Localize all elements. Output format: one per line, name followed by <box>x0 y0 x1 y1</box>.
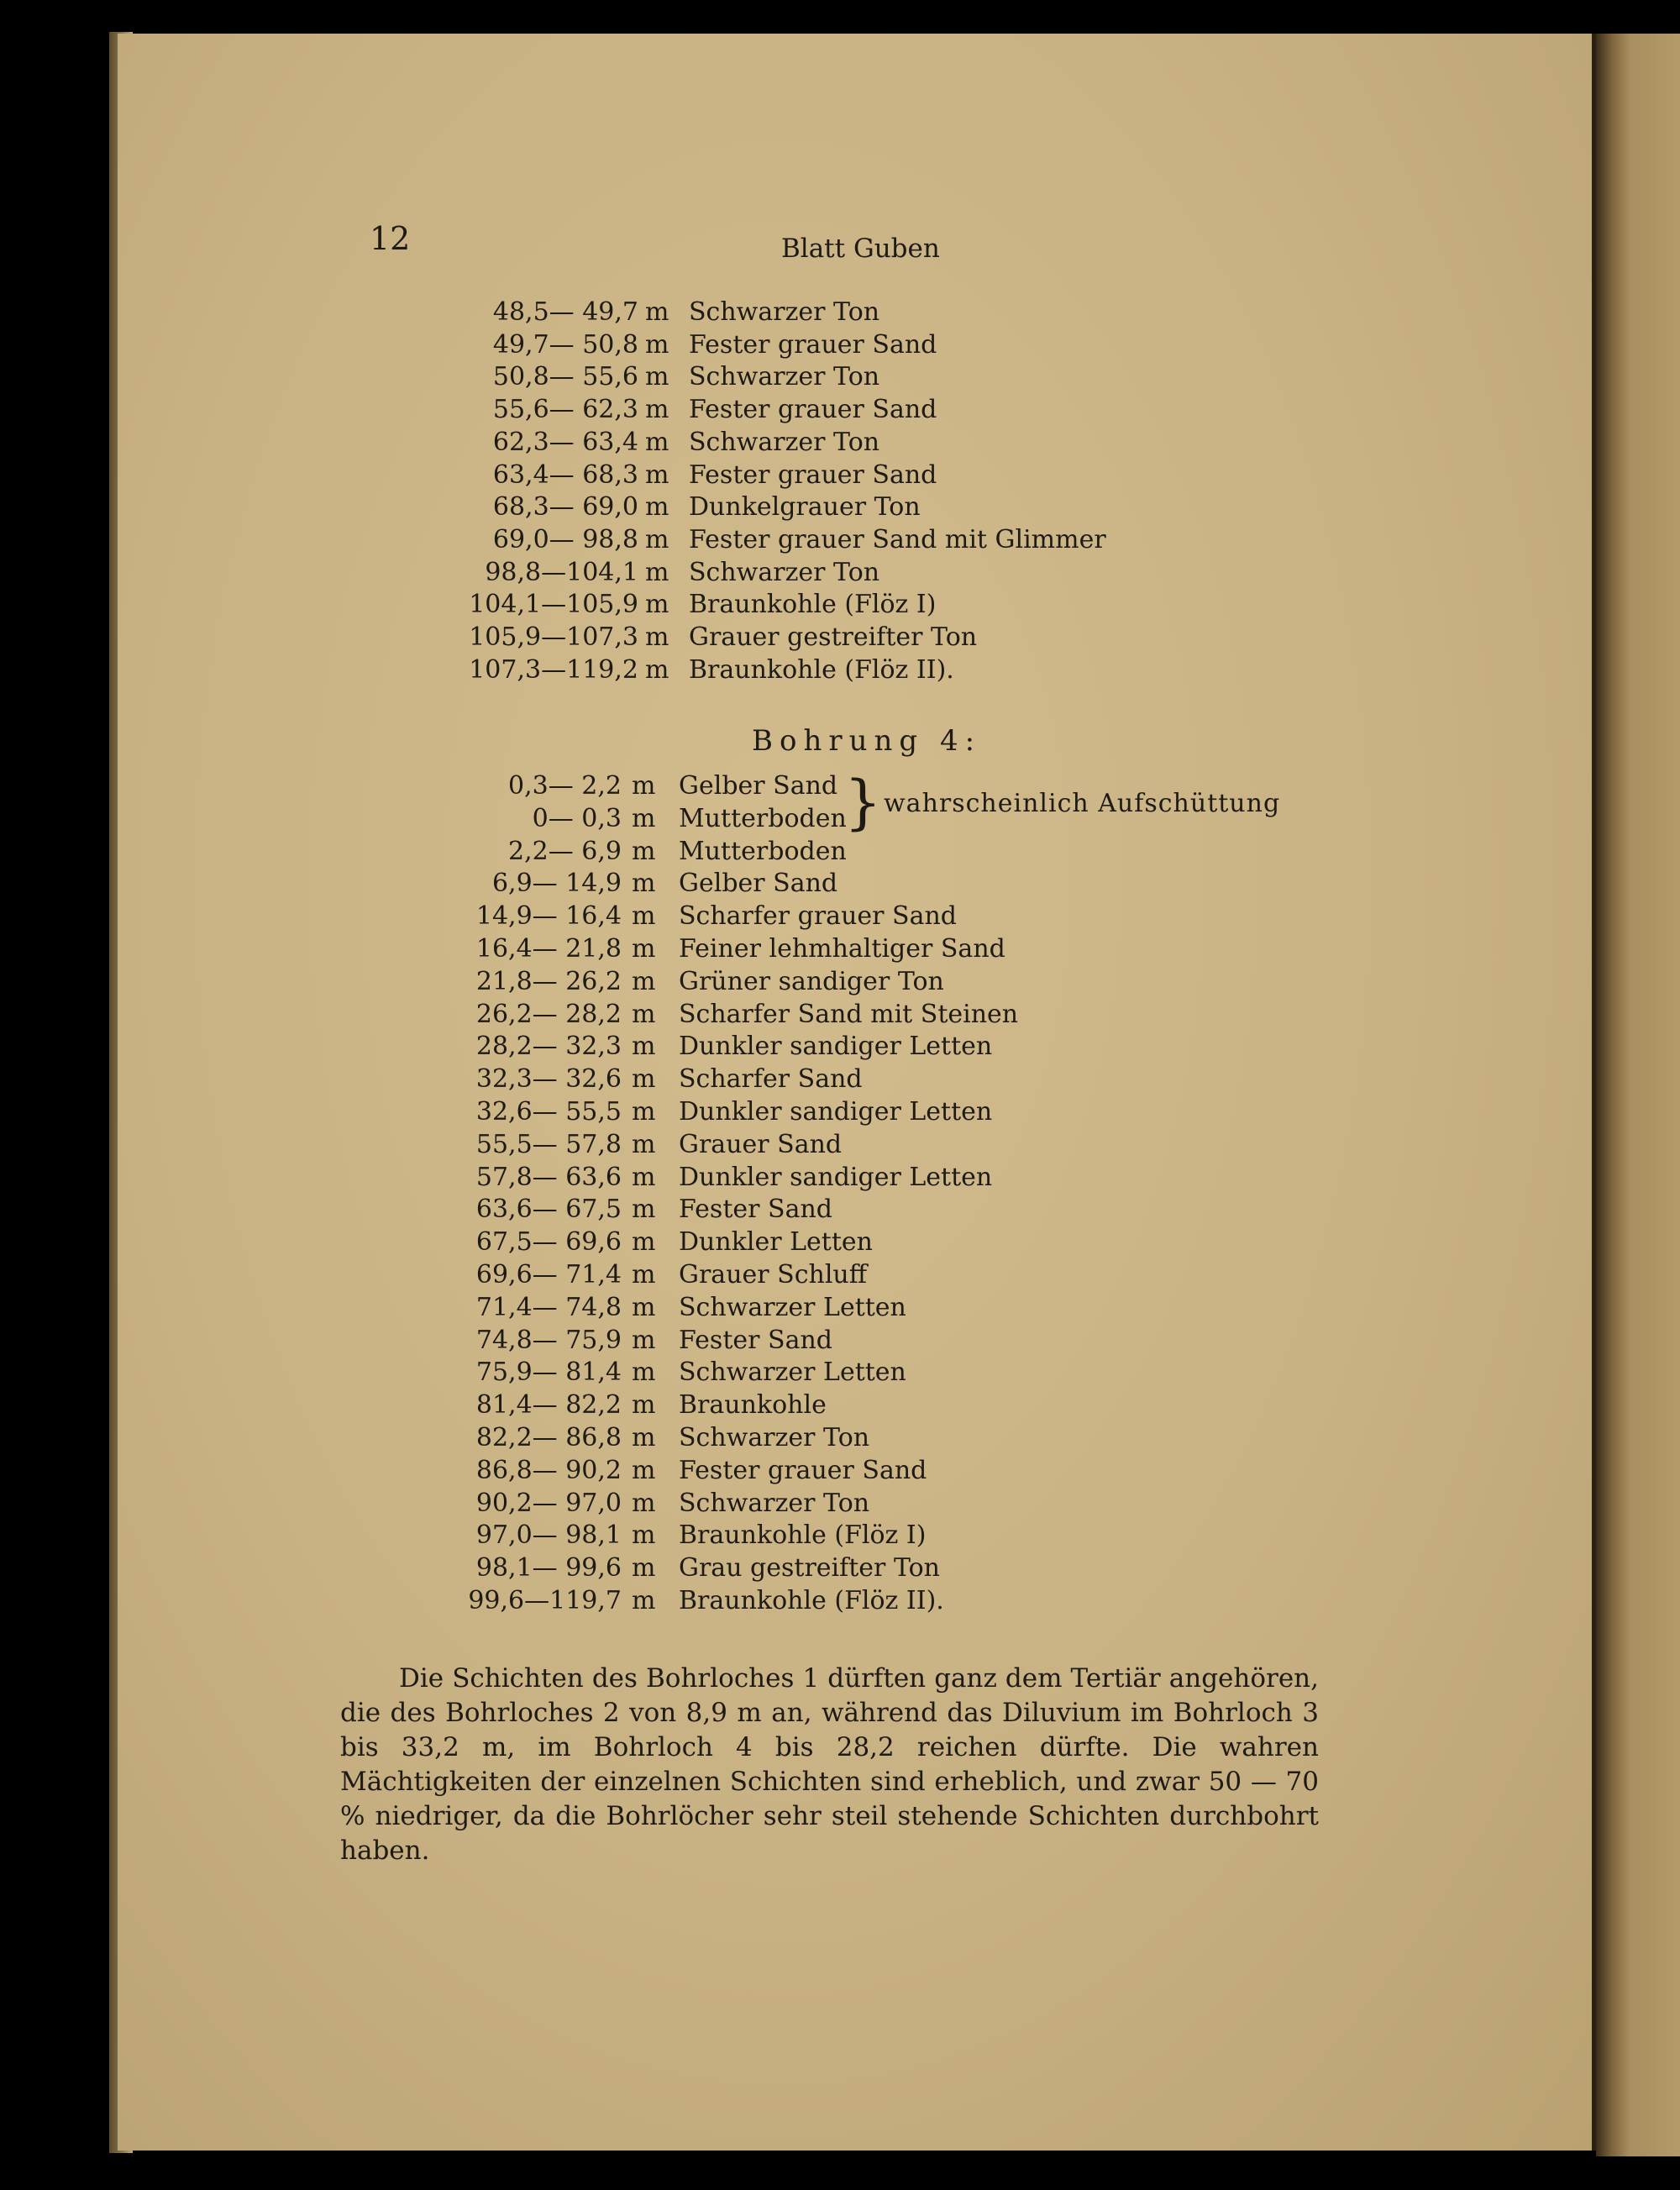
layer-description: Schwarzer Ton <box>689 362 880 392</box>
depth-range: 71,4— 74,8 <box>475 1292 622 1322</box>
layer-description: Schwarzer Ton <box>689 427 880 457</box>
depth-unit: m <box>645 557 669 587</box>
depth-unit: m <box>645 524 669 554</box>
table-row <box>0 1389 1428 1422</box>
depth-unit: m <box>645 590 669 620</box>
depth-range: 81,4— 82,2 <box>475 1390 622 1421</box>
body-paragraph <box>340 1662 1319 1868</box>
table-row <box>0 835 1428 869</box>
depth-unit: m <box>632 1064 656 1095</box>
depth-unit: m <box>645 297 669 327</box>
depth-unit: m <box>632 803 656 833</box>
table-row <box>0 900 1428 933</box>
depth-unit: m <box>632 1195 656 1225</box>
depth-range: 98,1— 99,6 <box>475 1553 622 1583</box>
depth-unit: m <box>632 1227 656 1258</box>
table-row <box>0 1063 1428 1096</box>
facing-page-edge <box>1596 34 1680 2156</box>
depth-unit: m <box>632 966 656 996</box>
layer-description: Dunkelgrauer Ton <box>689 492 921 523</box>
layer-description: Dunkler sandiger Letten <box>679 1162 993 1192</box>
table-row <box>0 491 1428 524</box>
table-row <box>0 360 1428 394</box>
table-row <box>0 1291 1428 1325</box>
layer-description: Dunkler Letten <box>679 1227 873 1258</box>
table-row <box>0 1324 1428 1358</box>
depth-unit: m <box>632 1586 656 1615</box>
table-row <box>0 1421 1428 1455</box>
table-row <box>0 1030 1428 1063</box>
layer-description: Braunkohle <box>679 1390 827 1421</box>
depth-range: 55,5— 57,8 <box>475 1129 622 1159</box>
depth-unit: m <box>632 1358 656 1388</box>
depth-range: 2,2— 6,9 <box>508 836 622 866</box>
layer-description: Schwarzer Letten <box>679 1292 906 1322</box>
depth-unit: m <box>632 836 656 866</box>
depth-range: 99,6—119,7 <box>468 1586 622 1615</box>
layer-description: Fester Sand <box>679 1325 832 1355</box>
depth-unit: m <box>632 934 656 964</box>
table-row <box>0 1226 1428 1259</box>
table-row <box>0 523 1428 557</box>
layer-description: Grauer gestreifter Ton <box>689 622 978 652</box>
table-row <box>0 621 1428 654</box>
depth-range: 63,6— 67,5 <box>475 1195 622 1225</box>
brace-annotation: wahrscheinlich Aufschüttung <box>884 789 1281 818</box>
table-row <box>0 296 1428 329</box>
depth-unit: m <box>632 1488 656 1518</box>
depth-range: 63,4— 68,3 <box>492 460 638 490</box>
layer-description: Mutterboden <box>679 803 847 833</box>
table-row <box>0 932 1428 966</box>
depth-range: 104,1—105,9 <box>469 590 638 620</box>
layer-description: Schwarzer Ton <box>679 1488 870 1518</box>
paragraph-text: Die Schichten des Bohrloches 1 dürften ganz dem Tertiär angehören, die des Bohrloches 2 von 8,9 m an, während das Diluvium im Bohrloch 3 bis 33,2 m, im Bohrloch 4 bis 28,2 reichen dürfte. Die wahren Mächtigkeiten der einzelnen Schichten sind erheblich, und zwar 50 — 70 % niedriger, da die Bohrlöcher sehr steil stehende Schichten durchbohrt haben. <box>340 1663 1319 1866</box>
depth-unit: m <box>632 1325 656 1355</box>
depth-range: 57,8— 63,6 <box>475 1162 622 1192</box>
depth-range: 74,8— 75,9 <box>475 1325 622 1355</box>
table-row <box>0 1161 1428 1195</box>
depth-unit: m <box>632 999 656 1029</box>
layer-description: Grüner sandiger Ton <box>679 966 944 996</box>
depth-range: 21,8— 26,2 <box>475 966 622 996</box>
depth-unit: m <box>632 901 656 932</box>
depth-range: 75,9— 81,4 <box>475 1358 622 1388</box>
depth-unit: m <box>645 492 669 523</box>
layer-description: Fester grauer Sand mit Glimmer <box>689 524 1106 554</box>
depth-range: 86,8— 90,2 <box>475 1455 622 1485</box>
layer-description: Mutterboden <box>679 836 847 866</box>
depth-range: 55,6— 62,3 <box>492 395 638 425</box>
depth-range: 32,3— 32,6 <box>475 1064 622 1095</box>
layer-description: Schwarzer Ton <box>689 297 880 327</box>
layer-description: Scharfer grauer Sand <box>679 901 957 932</box>
layer-description: Fester grauer Sand <box>689 329 937 360</box>
depth-unit: m <box>632 1423 656 1452</box>
depth-unit: m <box>632 1520 656 1551</box>
depth-range: 26,2— 28,2 <box>475 999 622 1029</box>
depth-unit: m <box>632 771 656 801</box>
page-number: 12 <box>370 220 411 257</box>
depth-range: 16,4— 21,8 <box>475 934 622 964</box>
layer-description: Braunkohle (Flöz II). <box>689 654 954 685</box>
table-row <box>0 1128 1428 1162</box>
depth-unit: m <box>632 1097 656 1127</box>
table-row <box>0 459 1428 492</box>
table-row <box>0 867 1428 901</box>
table-row <box>0 1519 1428 1552</box>
depth-range: 6,9— 14,9 <box>491 869 622 899</box>
layer-description: Fester grauer Sand <box>679 1455 927 1485</box>
table-row <box>0 965 1428 999</box>
layer-description: Scharfer Sand <box>679 1064 863 1095</box>
depth-unit: m <box>632 1553 656 1583</box>
table-row <box>0 1356 1428 1389</box>
depth-unit: m <box>632 1455 656 1485</box>
table-row <box>0 556 1428 590</box>
depth-range: 49,7— 50,8 <box>492 329 638 360</box>
depth-range: 48,5— 49,7 <box>492 297 638 327</box>
depth-range: 28,2— 32,3 <box>475 1032 622 1062</box>
layer-description: Gelber Sand <box>679 869 838 899</box>
depth-unit: m <box>645 329 669 360</box>
layer-description: Dunkler sandiger Letten <box>679 1032 993 1062</box>
depth-range: 90,2— 97,0 <box>475 1488 622 1518</box>
depth-range: 62,3— 63,4 <box>492 427 638 457</box>
depth-unit: m <box>632 1162 656 1192</box>
depth-unit: m <box>632 1390 656 1421</box>
depth-range: 69,6— 71,4 <box>475 1260 622 1289</box>
layer-description: Braunkohle (Flöz II). <box>679 1586 944 1615</box>
depth-unit: m <box>645 362 669 392</box>
depth-range: 82,2— 86,8 <box>475 1423 622 1452</box>
table-row <box>0 998 1428 1032</box>
depth-range: 69,0— 98,8 <box>492 524 638 554</box>
table-row <box>0 1454 1428 1488</box>
layer-description: Scharfer Sand mit Steinen <box>679 999 1019 1029</box>
depth-range: 0,3— 2,2 <box>508 771 622 801</box>
table-row <box>0 1095 1428 1129</box>
running-head: Blatt Guben <box>781 234 940 264</box>
depth-range: 107,3—119,2 <box>469 654 638 685</box>
table-row <box>0 1193 1428 1226</box>
table-row <box>0 1487 1428 1520</box>
depth-range: 0— 0,3 <box>532 803 622 833</box>
layer-description: Grau gestreifter Ton <box>679 1553 941 1583</box>
depth-range: 98,8—104,1 <box>485 557 638 587</box>
table-row <box>0 393 1428 427</box>
layer-description: Feiner lehmhaltiger Sand <box>679 934 1005 964</box>
depth-range: 105,9—107,3 <box>469 622 638 652</box>
section-heading-bohrung-4: Bohrung 4: <box>752 724 982 758</box>
layer-description: Fester Sand <box>679 1195 832 1225</box>
depth-unit: m <box>632 1292 656 1322</box>
layer-description: Braunkohle (Flöz I) <box>679 1520 927 1551</box>
table-row <box>0 588 1428 622</box>
depth-range: 32,6— 55,5 <box>475 1097 622 1127</box>
table-row <box>0 1258 1428 1292</box>
layer-description: Schwarzer Ton <box>689 557 880 587</box>
layer-description: Schwarzer Ton <box>679 1423 870 1452</box>
depth-range: 97,0— 98,1 <box>475 1520 622 1551</box>
layer-description: Gelber Sand <box>679 771 838 801</box>
depth-range: 68,3— 69,0 <box>492 492 638 523</box>
depth-unit: m <box>645 654 669 685</box>
depth-unit: m <box>645 427 669 457</box>
depth-range: 14,9— 16,4 <box>475 901 622 932</box>
depth-range: 50,8— 55,6 <box>492 362 638 392</box>
depth-unit: m <box>632 1260 656 1289</box>
table-row <box>0 1552 1428 1585</box>
layer-description: Schwarzer Letten <box>679 1358 906 1388</box>
layer-description: Braunkohle (Flöz I) <box>689 590 937 620</box>
depth-unit: m <box>645 395 669 425</box>
layer-description: Fester grauer Sand <box>689 395 937 425</box>
layer-description: Grauer Sand <box>679 1129 843 1159</box>
layer-description: Grauer Schluff <box>679 1260 868 1289</box>
curly-brace-icon: } <box>844 768 882 837</box>
table-row <box>0 426 1428 460</box>
layer-description: Dunkler sandiger Letten <box>679 1097 993 1127</box>
depth-range: 67,5— 69,6 <box>475 1227 622 1258</box>
depth-unit: m <box>632 1129 656 1159</box>
depth-unit: m <box>632 869 656 899</box>
depth-unit: m <box>645 622 669 652</box>
layer-description: Fester grauer Sand <box>689 460 937 490</box>
depth-unit: m <box>645 460 669 490</box>
table-row <box>0 654 1428 687</box>
table-row <box>0 328 1428 362</box>
table-row <box>0 1584 1428 1618</box>
depth-unit: m <box>632 1032 656 1062</box>
